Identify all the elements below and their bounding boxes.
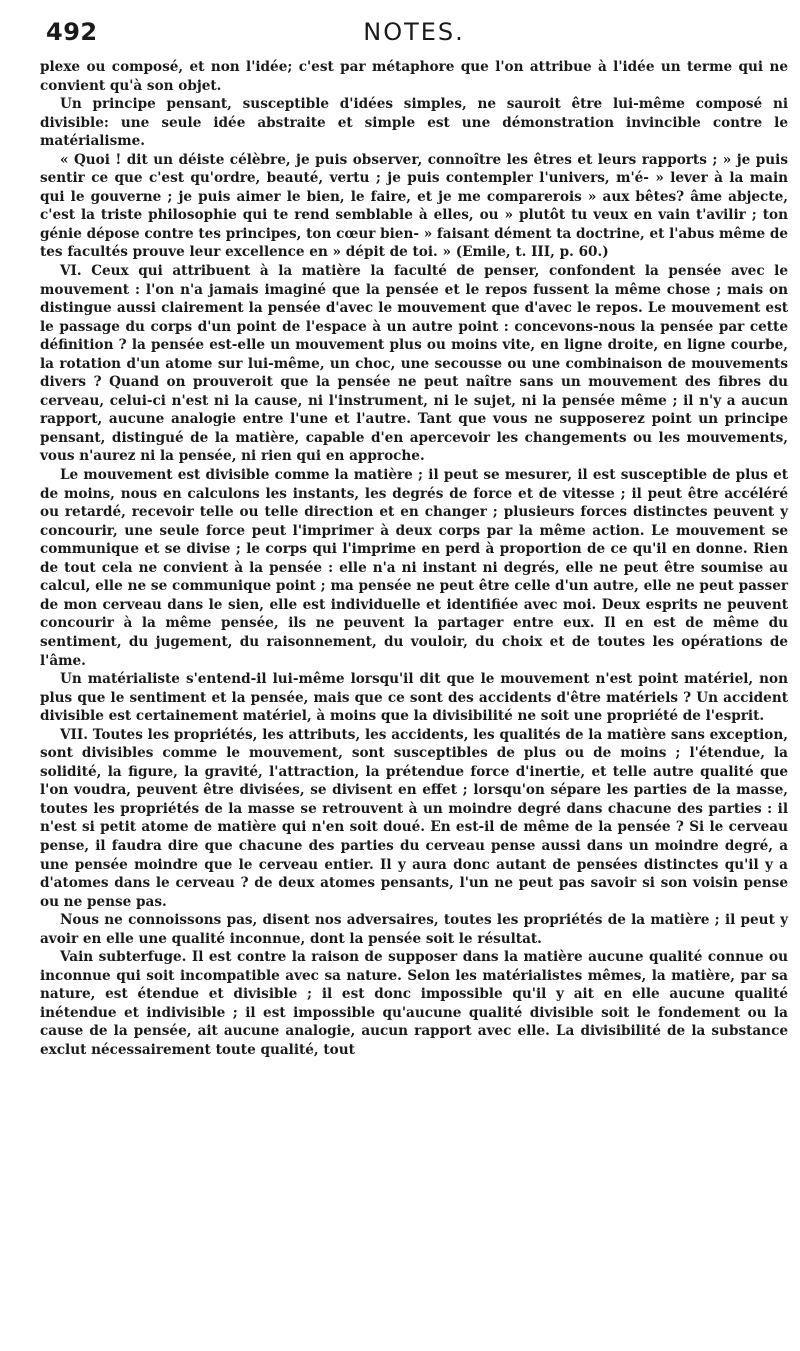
paragraph-vain-subterfuge: Vain subterfuge. Il est contre la raison de supposer dans la matière aucune qualité connue ou inconnue qui soit incompatible avec sa nature. Selon les matérialistes mêmes, la matière, par sa nature, est étendue et divisible ; il est donc impossible qu'il y ait en elle aucune qualité inétendue et indivisible ; il est impossible qu'aucune qualité divisible soit le fondement ou la cause de la pensée, ait aucune analogie, aucun rapport avec elle. La divisibilité de la substance exclut nécessairement toute qualité, tout bbox=[40, 949, 788, 1058]
paragraph-materialiste: Un matérialiste s'entend-il lui-même lorsqu'il dit que le mouvement n'est point matériel, non plus que le sentiment et la pensée, mais que ce sont des accidents d'être matériels ? Un accident divisible est certainement matériel, à moins que la divisibilité ne soit une propriété de l'esprit. bbox=[40, 671, 788, 725]
running-head bbox=[40, 18, 788, 52]
paragraph-section-vii: VII. Toutes les propriétés, les attributs, les accidents, les qualités de la matière sans exception, sont divisibles comme le mouvement, sont susceptibles de plus ou de moins ; l'étendue, la solidité, la figure, la gravité, l'attraction, la prétendue force d'inertie, et telle autre qualité que l'on voudra, peuvent être divisées, se divisent en effet ; lorsqu'on sépare les parties de la masse, toutes les propriétés de la masse se retrouvent à un moindre degré dans chacune des parties : il n'est si petit atome de matière qui n'en soit doué. En est-il de même de la pensée ? Si le cerveau pense, il faudra dire que chacune des parties du cerveau pense aussi dans un moindre degré, a une pensée moindre que le cerveau entier. Il y aura donc autant de pensées distinctes qu'il y a d'atomes dans le cerveau ? de deux atomes pensants, l'un ne peut pas savoir si son voisin pense ou ne pense pas. bbox=[40, 726, 788, 910]
page-number: 492 bbox=[46, 18, 98, 46]
paragraph-mouvement-divisible: Le mouvement est divisible comme la matière ; il peut se mesurer, il est susceptible de plus et de moins, nous en calculons les instants, les degrés de force et de vitesse ; il peut être accéléré ou retardé, recevoir telle ou telle direction et en changer ; plusieurs forces distinctes peuvent y concourir, une seule force peut l'imprimer à deux corps par la même action. Le mouvement se communique et se divise ; le corps qui l'imprime en perd à proportion de ce qu'il en donne. Rien de tout cela ne convient à la pensée : elle n'a ni instant ni degrés, elle ne peut être soumise au calcul, elle ne se communique point ; ma pensée ne peut être celle d'un autre, elle ne peut passer de mon cerveau dans le sien, elle est individuelle et identifiée avec moi. Deux esprits ne peuvent concourir à la même pensée, ils ne peuvent la partager entre eux. Il en est de même du sentiment, du jugement, du raisonnement, du vouloir, du choix et de toutes les opérations de l'âme. bbox=[40, 467, 788, 669]
paragraph-quotation-emile: « Quoi ! dit un déiste célèbre, je puis observer, connoître les êtres et leurs rapports ; » je puis sentir ce que c'est qu'ordre, beauté, vertu ; je puis contempler l'univers, m'é- » lever à la main qui le gouverne ; je puis aimer le bien, le faire, et je me comparerois » aux bêtes? âme abjecte, c'est la triste philosophie qui te rend semblable à elles, ou » plutôt tu veux en vain t'avilir ; ton génie dépose contre tes principes, ton cœur bien- » faisant dément ta doctrine, et l'abus même de tes facultés prouve leur excellence en » dépit de toi. » (Emile, t. III, p. 60.) bbox=[40, 151, 788, 261]
paragraph-section-vi: VI. Ceux qui attribuent à la matière la faculté de penser, confondent la pensée avec le mouvement : l'on n'a jamais imaginé que la pensée et le repos fussent la même chose ; mais on distingue aussi clairement la pensée d'avec le mouvement que d'avec le repos. Le mouvement est le passage du corps d'un point de l'espace à un autre point : concevons-nous la pensée par cette définition ? la pensée est-elle un mouvement plus ou moins vite, en ligne droite, en ligne courbe, la rotation d'un atome sur lui-même, un choc, une secousse ou une combinaison de mouvements divers ? Quand on prouveroit que la pensée ne peut naître sans un mouvement des fibres du cerveau, celui-ci n'est ni la cause, ni l'instrument, ni le sujet, ni la pensée même ; il n'y a aucun rapport, aucune analogie entre l'une et l'autre. Tant que vous ne supposerez point un principe pensant, distingué de la matière, capable d'en apercevoir les changements ou les mouvements, vous n'aurez ni la pensée, ni rien qui en approche. bbox=[40, 263, 788, 465]
paragraph-principe-pensant: Un principe pensant, susceptible d'idées simples, ne sauroit être lui-même composé ni divisible: une seule idée abstraite et simple est une démonstration invincible contre le matérialisme. bbox=[40, 96, 788, 150]
body-text bbox=[40, 58, 788, 1060]
paragraph-adversaires: Nous ne connoissons pas, disent nos adversaires, toutes les propriétés de la matière ; il peut y avoir en elle une qualité inconnue, dont la pensée soit le résultat. bbox=[40, 912, 788, 947]
header-title: NOTES. bbox=[363, 18, 465, 46]
book-page bbox=[40, 18, 788, 1060]
paragraph-continuation: plexe ou composé, et non l'idée; c'est par métaphore que l'on attribue à l'idée un terme qui ne convient qu'à son objet. bbox=[40, 59, 788, 94]
